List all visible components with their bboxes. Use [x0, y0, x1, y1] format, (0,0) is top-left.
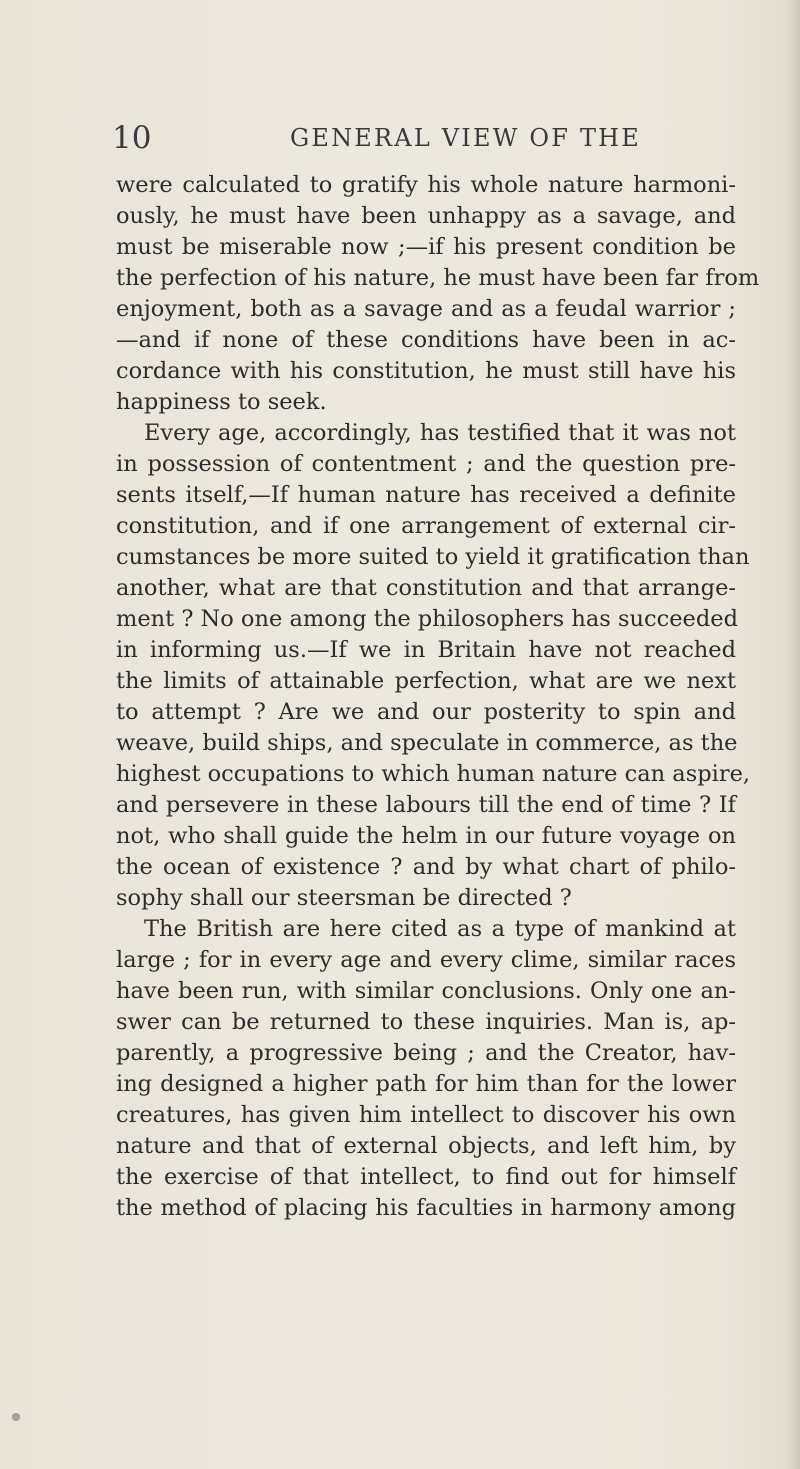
text-line: not, who shall guide the helm in our future voyage on	[116, 823, 736, 849]
text-line: cumstances be more suited to yield it gratification than	[116, 544, 750, 570]
text-line: were calculated to gratify his whole nature harmoni-	[116, 172, 736, 198]
text-line: creatures, has given him intellect to discover his own	[116, 1102, 736, 1128]
text-line: ment ? No one among the philosophers has succeeded	[116, 606, 738, 632]
page-number: 10	[112, 120, 152, 156]
text-line: to attempt ? Are we and our posterity to spin and	[116, 699, 736, 725]
text-line: constitution, and if one arrangement of external cir-	[116, 513, 736, 539]
text-line: the ocean of existence ? and by what chart of philo-	[116, 854, 736, 880]
text-line: Every age, accordingly, has testified that it was not	[144, 420, 736, 446]
text-line: enjoyment, both as a savage and as a feudal warrior ;	[116, 296, 736, 322]
text-line: another, what are that constitution and that arrange-	[116, 575, 736, 601]
text-line: —and if none of these conditions have been in ac-	[116, 327, 736, 353]
text-line: the exercise of that intellect, to find out for himself	[116, 1164, 736, 1190]
text-line: The British are here cited as a type of mankind at	[144, 916, 736, 942]
text-line: the perfection of his nature, he must have been far from	[116, 265, 760, 291]
text-line: must be miserable now ;—if his present condition be	[116, 234, 736, 260]
text-line: happiness to seek.	[116, 389, 327, 415]
page-edge-shadow	[786, 0, 800, 1469]
text-line: ing designed a higher path for him than for the lower	[116, 1071, 736, 1097]
paper-blemish	[12, 1413, 20, 1421]
text-line: swer can be returned to these inquiries. Man is, ap-	[116, 1009, 736, 1035]
text-line: nature and that of external objects, and left him, by	[116, 1133, 736, 1159]
text-line: sophy shall our steersman be directed ?	[116, 885, 572, 911]
text-line: in informing us.—If we in Britain have not reached	[116, 637, 736, 663]
text-line: parently, a progressive being ; and the Creator, hav-	[116, 1040, 736, 1066]
text-line: the limits of attainable perfection, what are we next	[116, 668, 736, 694]
text-line: large ; for in every age and every clime, similar races	[116, 947, 736, 973]
body-text	[116, 170, 760, 1224]
text-line: have been run, with similar conclusions. Only one an-	[116, 978, 736, 1004]
text-line: in possession of contentment ; and the question pre-	[116, 451, 736, 477]
text-line: highest occupations to which human nature can aspire,	[116, 761, 751, 787]
text-line: sents itself,—If human nature has received a definite	[116, 482, 736, 508]
running-head: GENERAL VIEW OF THE	[290, 124, 642, 152]
text-line: cordance with his constitution, he must still have his	[116, 358, 736, 384]
page-header	[106, 118, 746, 158]
text-line: ously, he must have been unhappy as a savage, and	[116, 203, 736, 229]
text-line: the method of placing his faculties in harmony among	[116, 1195, 736, 1221]
text-line: and persevere in these labours till the end of time ? If	[116, 792, 736, 818]
text-line: weave, build ships, and speculate in commerce, as the	[116, 730, 738, 756]
